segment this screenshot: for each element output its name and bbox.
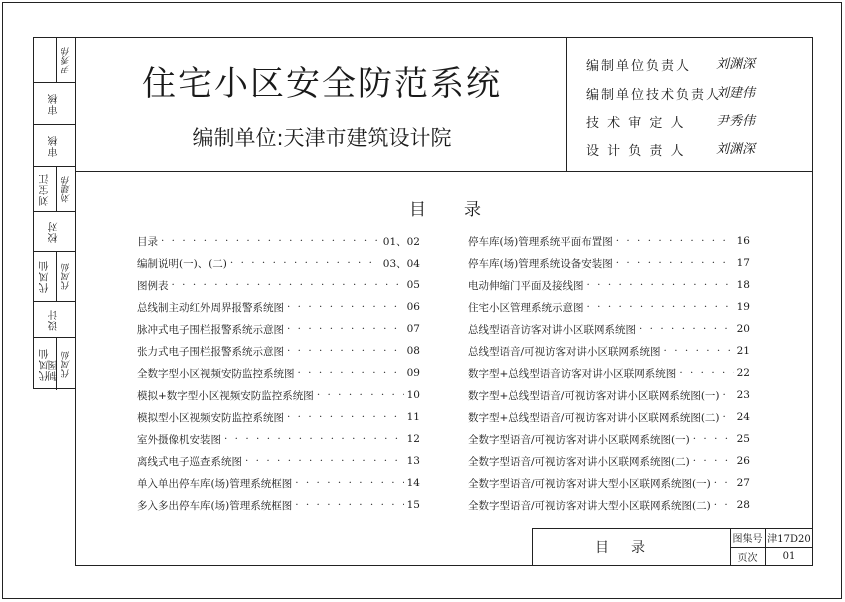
strip-label: 刘宝江 <box>39 172 51 206</box>
strip-cell <box>34 302 75 338</box>
strip-cell <box>34 83 75 125</box>
compiler-unit: 编制单位:天津市建筑设计院 <box>192 126 452 150</box>
toc-entry[interactable]: 总线制主动红外周界报警系统图 · · · 06 <box>137 296 420 318</box>
toc-entry[interactable]: 数字型+总线型语音访客对讲小区联网系统图 · · · 22 <box>468 362 750 384</box>
strip-label: 校对 <box>49 220 60 243</box>
strip-cell <box>34 167 75 212</box>
signature-strip <box>33 37 76 389</box>
strip-label: 代凤仙 <box>39 260 51 293</box>
title-block-name: 目录 <box>595 540 667 556</box>
toc-entry[interactable]: 总线型语音访客对讲小区联网系统图 · · · 20 <box>468 318 750 340</box>
toc-entry[interactable]: 模拟+数字型小区视频安防监控系统图 · · · 10 <box>137 384 420 406</box>
toc-entry[interactable]: 编制说明(一)、(二) · · · 03、04 <box>137 252 420 274</box>
atlas-label: 图集号 <box>732 534 763 545</box>
toc-entry[interactable]: 总线型语音/可视访客对讲小区联网系统图 · · · 21 <box>468 340 750 362</box>
atlas-number: 津17D20 <box>767 534 811 545</box>
toc-entry[interactable]: 全数字型语音/可视访客对讲大型小区联网系统图(一) · · · 27 <box>468 472 750 494</box>
strip-signature: 代凤仙 <box>62 350 72 378</box>
header-divider <box>75 171 813 172</box>
page-number: 01 <box>782 551 796 562</box>
responsibility-role: 编制单位技术负责人 <box>586 88 722 103</box>
toc-entry[interactable]: 全数字型语音/可视访客对讲大型小区联网系统图(二) · · · 28 <box>468 494 750 516</box>
strip-label: 设计 <box>49 308 60 331</box>
responsibility-signature: 刘建伟 <box>716 86 756 101</box>
page-title: 住宅小区安全防范系统 <box>142 64 502 104</box>
responsibility-role: 技 术 审 定 人 <box>586 116 686 131</box>
strip-signature: 刘建伟 <box>62 175 72 203</box>
toc-entry[interactable]: 数字型+总线型语音/可视访客对讲小区联网系统图(二) · · · 24 <box>468 406 750 428</box>
toc-entry[interactable]: 停车库(场)管理系统平面布置图 · · · 16 <box>468 230 750 252</box>
strip-label: 审核 <box>49 134 60 157</box>
responsibility-role: 设 计 负 责 人 <box>586 144 686 159</box>
toc-heading: 目录 <box>409 200 519 220</box>
strip-cell <box>33 352 76 389</box>
toc-entry[interactable]: 图例表 · · · 05 <box>137 274 420 296</box>
toc-entry[interactable]: 全数字型语音/可视访客对讲小区联网系统图(一) · · · 25 <box>468 428 750 450</box>
responsibility-signature: 刘渊深 <box>716 57 756 72</box>
strip-label: 制图 <box>49 359 60 381</box>
strip-cell <box>34 212 75 252</box>
toc-entry[interactable]: 单入单出停车库(场)管理系统框图 · · · 14 <box>137 472 420 494</box>
page-label: 页次 <box>737 553 758 564</box>
toc-entry[interactable]: 室外摄像机安装图 · · · 12 <box>137 428 420 450</box>
header-vertical-divider <box>566 37 567 171</box>
toc-entry[interactable]: 离线式电子巡查系统图 · · · 13 <box>137 450 420 472</box>
strip-label: 代凤仙 <box>39 347 51 381</box>
strip-cell <box>34 252 75 302</box>
toc-entry[interactable]: 脉冲式电子围栏报警系统示意图 · · · 07 <box>137 318 420 340</box>
responsibility-signature: 刘渊深 <box>716 142 756 157</box>
toc-entry[interactable]: 目录 · · · 01、02 <box>137 230 420 252</box>
toc-entry[interactable]: 住宅小区管理系统示意图 · · · 19 <box>468 296 750 318</box>
toc-entry[interactable]: 模拟型小区视频安防监控系统图 · · · 11 <box>137 406 420 428</box>
toc-entry[interactable]: 多入多出停车库(场)管理系统框图 · · · 15 <box>137 494 420 516</box>
strip-label: 审核 <box>49 92 60 115</box>
responsibility-signature: 尹秀伟 <box>716 114 756 129</box>
toc-entry[interactable]: 全数字型语音/可视访客对讲小区联网系统图(二) · · · 26 <box>468 450 750 472</box>
strip-cell <box>34 38 75 83</box>
strip-signature: 尹秀伟 <box>62 46 72 74</box>
toc-entry[interactable]: 电动伸缩门平面及接线图 · · · 18 <box>468 274 750 296</box>
toc-entry[interactable]: 数字型+总线型语音/可视访客对讲小区联网系统图(一) · · · 23 <box>468 384 750 406</box>
toc-entry[interactable]: 停车库(场)管理系统设备安装图 · · · 17 <box>468 252 750 274</box>
toc-entry[interactable]: 张力式电子围栏报警系统示意图 · · · 08 <box>137 340 420 362</box>
strip-signature: 代凤仙 <box>62 263 72 290</box>
toc-right-column <box>468 230 750 516</box>
toc-entry[interactable]: 全数字型小区视频安防监控系统图 · · · 09 <box>137 362 420 384</box>
strip-cell <box>34 125 75 167</box>
toc-left-column <box>137 230 420 516</box>
responsibility-role: 编制单位负责人 <box>586 59 692 74</box>
